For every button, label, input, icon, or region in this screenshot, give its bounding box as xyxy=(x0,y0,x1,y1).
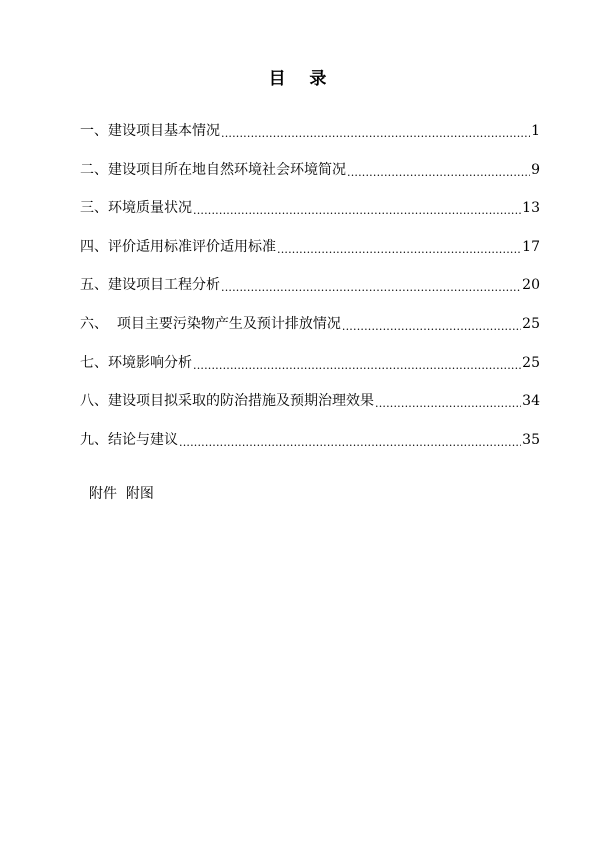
toc-leader-dots xyxy=(179,435,521,450)
toc-entry-page: 25 xyxy=(522,315,540,332)
toc-entry-page: 35 xyxy=(522,431,540,448)
toc-entry[interactable] xyxy=(80,122,540,141)
toc-entry[interactable] xyxy=(80,276,540,295)
toc-entry-page: 34 xyxy=(522,393,540,410)
toc-entry-page: 17 xyxy=(522,238,540,255)
toc-entry-label: 二、建设项目所在地自然环境社会环境简况 xyxy=(80,161,346,178)
toc-title: 目 录 xyxy=(268,69,327,89)
toc-list xyxy=(80,122,540,469)
toc-entry-page: 9 xyxy=(531,161,540,178)
toc-entry-label: 四、评价适用标准评价适用标准 xyxy=(80,238,276,255)
toc-entry[interactable] xyxy=(80,315,540,334)
toc-entry[interactable] xyxy=(80,431,540,450)
toc-entry-label: 六、 项目主要污染物产生及预计排放情况 xyxy=(80,315,341,332)
toc-entry-page: 25 xyxy=(522,354,540,371)
toc-entry-label: 三、环境质量状况 xyxy=(80,200,192,217)
toc-entry[interactable] xyxy=(80,199,540,218)
toc-leader-dots xyxy=(193,203,521,218)
toc-entry-label: 一、建设项目基本情况 xyxy=(80,123,220,139)
toc-entry-page: 1 xyxy=(531,123,540,139)
toc-leader-dots xyxy=(193,358,521,373)
toc-entry-label: 九、结论与建议 xyxy=(80,431,178,448)
toc-leader-dots xyxy=(221,280,521,295)
toc-leader-dots xyxy=(221,126,530,141)
toc-leader-dots xyxy=(375,396,521,411)
toc-leader-dots xyxy=(342,319,521,334)
toc-entry[interactable] xyxy=(80,161,540,180)
appendix-line: 附件 附图 xyxy=(89,486,154,502)
toc-entry-page: 13 xyxy=(522,200,540,217)
toc-entry-label: 七、环境影响分析 xyxy=(80,354,192,371)
toc-entry[interactable] xyxy=(80,354,540,373)
toc-entry-label: 五、建设项目工程分析 xyxy=(80,277,220,294)
toc-entry-page: 20 xyxy=(522,277,540,294)
toc-leader-dots xyxy=(347,165,530,180)
toc-entry[interactable] xyxy=(80,238,540,257)
toc-leader-dots xyxy=(277,242,521,257)
toc-entry-label: 八、建设项目拟采取的防治措施及预期治理效果 xyxy=(80,393,374,410)
toc-entry[interactable] xyxy=(80,392,540,411)
